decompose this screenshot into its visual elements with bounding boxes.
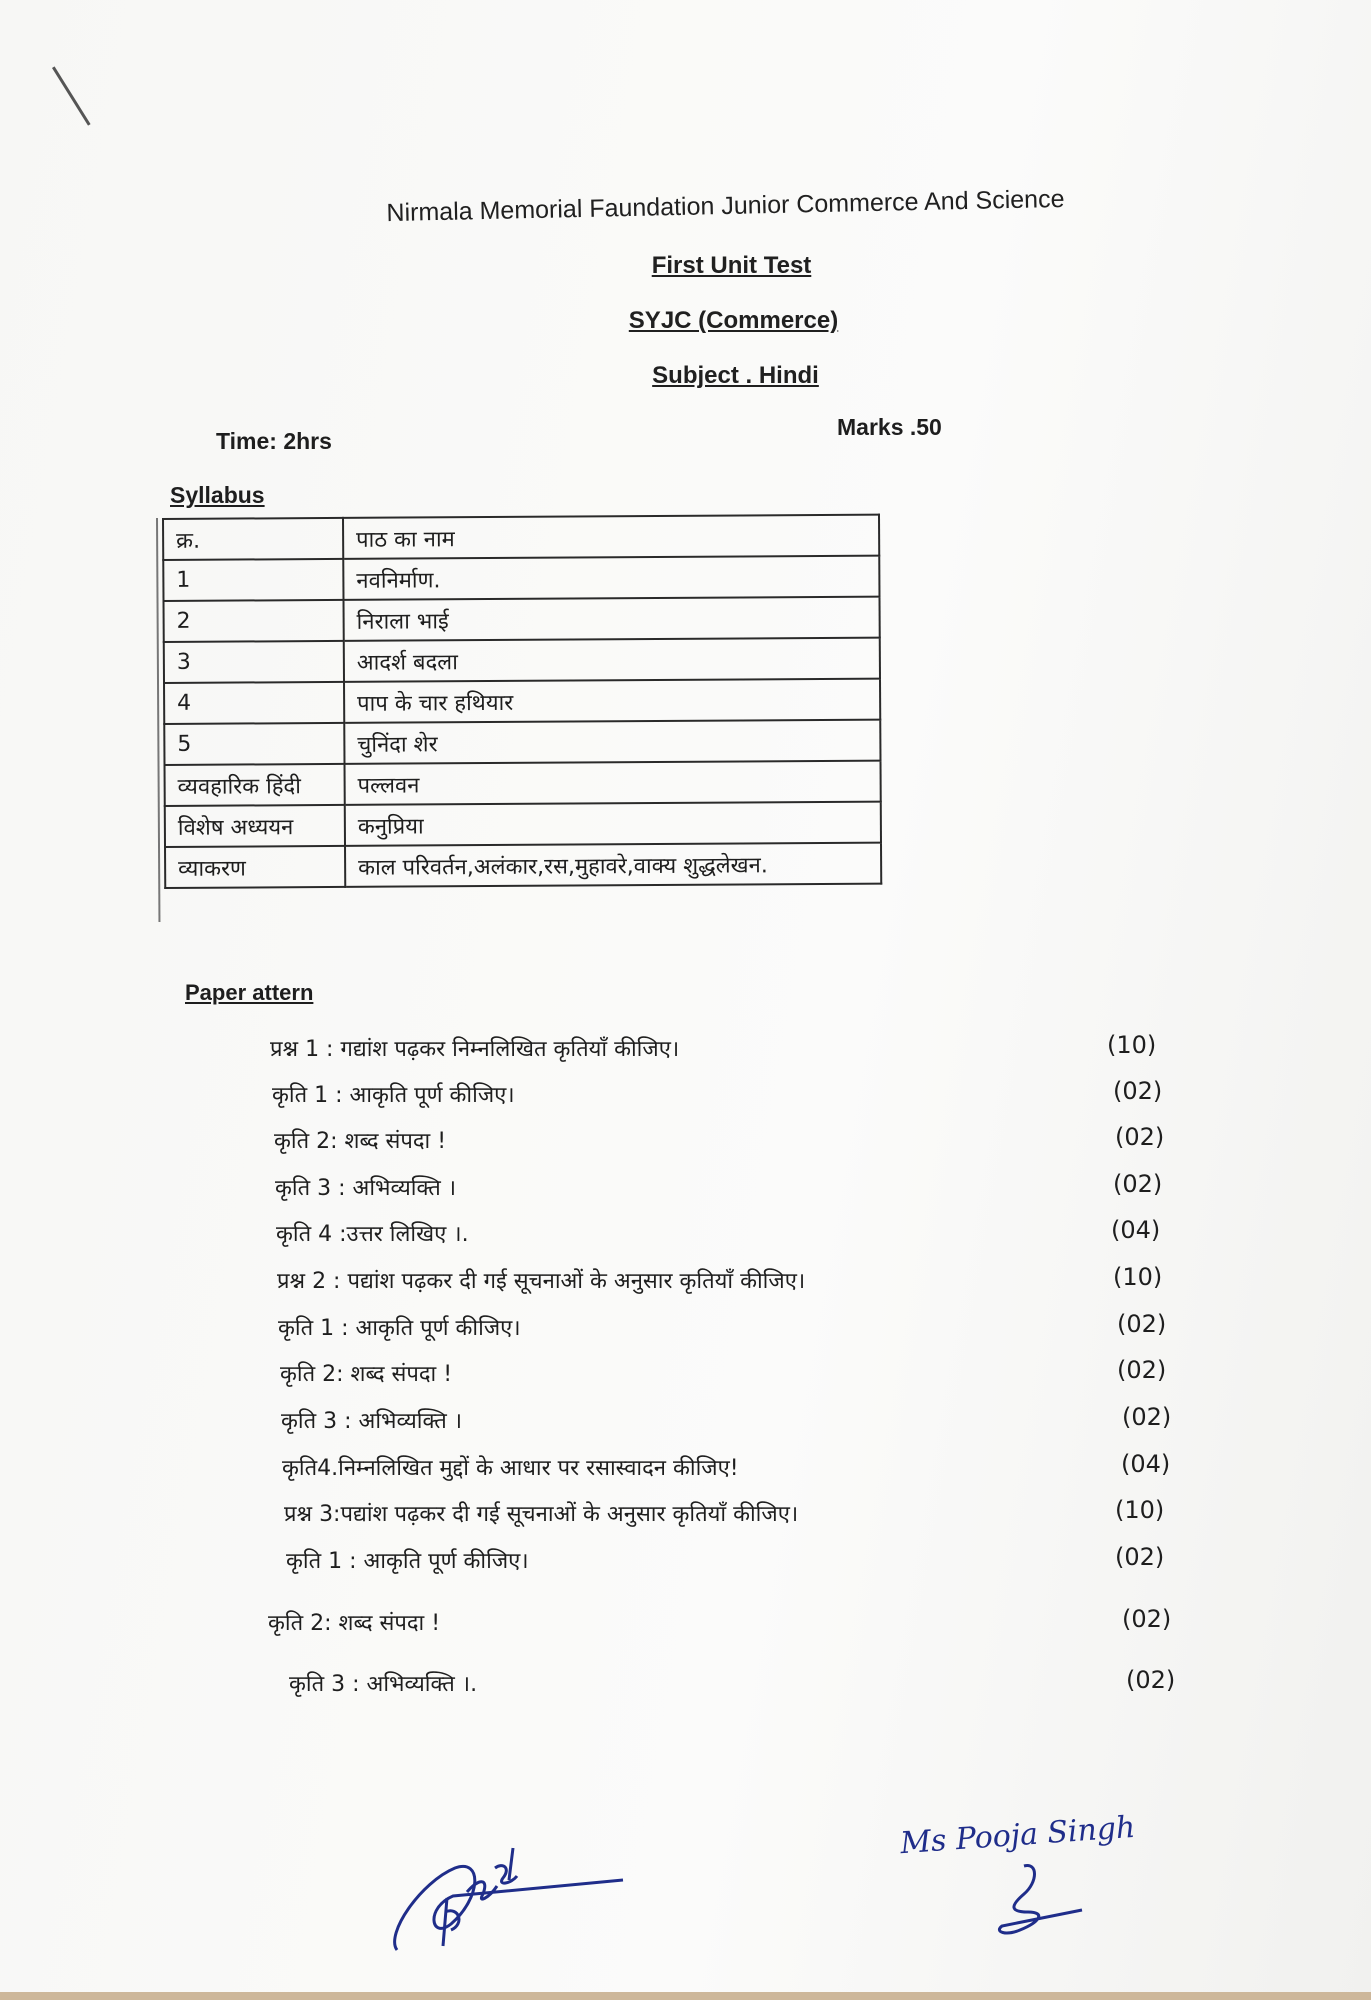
table-row — [165, 761, 881, 806]
pattern-item-marks: (02) — [1122, 1605, 1172, 1633]
table-cell: काल परिवर्तन,अलंकार,रस,मुहावरे,वाक्य शुद्धलेखन. — [345, 843, 881, 887]
table-cell: व्याकरण — [165, 846, 345, 888]
pattern-item-marks: (04) — [1121, 1450, 1171, 1478]
pattern-item-marks: (10) — [1115, 1496, 1165, 1524]
time-label: Time: 2hrs — [216, 428, 332, 454]
table-edge-line — [156, 518, 160, 922]
table-cell: पल्लवन — [345, 761, 881, 805]
pattern-item-text: कृति 2: शब्द संपदा ! — [274, 1129, 447, 1154]
table-cell: कनुप्रिया — [345, 802, 881, 846]
table-row — [163, 556, 879, 601]
syllabus-heading: Syllabus — [170, 482, 265, 508]
pattern-item-text: कृति 1 : आकृति पूर्ण कीजिए। — [272, 1083, 515, 1108]
table-cell: विशेष अध्ययन — [165, 805, 345, 847]
table-cell: क्र. — [163, 518, 343, 560]
pattern-item-marks: (02) — [1117, 1356, 1167, 1384]
pattern-item-marks: (02) — [1117, 1310, 1167, 1338]
pattern-item-marks: (10) — [1107, 1031, 1157, 1059]
table-row — [165, 843, 881, 888]
pattern-item-marks: (02) — [1122, 1403, 1172, 1431]
pattern-item-text: प्रश्न 3:पद्यांश पढ़कर दी गई सूचनाओं के अनुसार कृतियाँ कीजिए। — [284, 1502, 799, 1527]
marks-label: Marks .50 — [837, 414, 942, 440]
pattern-item-marks: (10) — [1113, 1263, 1163, 1291]
pen-mark — [52, 66, 91, 125]
pattern-item-text: कृति 1 : आकृति पूर्ण कीजिए। — [278, 1316, 521, 1341]
pattern-item-text: कृति 3 : अभिव्यक्ति । — [275, 1176, 457, 1201]
pattern-item-marks: (02) — [1113, 1170, 1163, 1198]
pattern-item-marks: (02) — [1115, 1543, 1165, 1571]
table-row — [164, 597, 880, 642]
table-cell: 5 — [164, 723, 344, 765]
paper-pattern-heading: Paper attern — [185, 980, 314, 1005]
table-row — [164, 679, 880, 724]
test-title: First Unit Test — [651, 252, 812, 279]
table-cell: नवनिर्माण. — [343, 556, 879, 600]
table-cell: पाठ का नाम — [343, 515, 879, 559]
table-cell: निराला भाई — [344, 597, 880, 641]
institution-name: Nirmala Memorial Faundation Junior Commerce And Science — [386, 184, 1065, 228]
table-cell: पाप के चार हथियार — [344, 679, 880, 723]
table-cell: 1 — [163, 559, 343, 601]
pattern-item-text: प्रश्न 2 : पद्यांश पढ़कर दी गई सूचनाओं के अनुसार कृतियाँ कीजिए। — [277, 1269, 806, 1294]
syllabus-table — [162, 514, 882, 889]
table-row — [164, 638, 880, 683]
table-row — [165, 802, 881, 847]
pattern-item-marks: (02) — [1113, 1077, 1163, 1105]
table-cell: 3 — [164, 641, 344, 683]
principal-signature — [385, 1838, 645, 1958]
teacher-name-handwritten: Ms Pooja Singh — [899, 1809, 1137, 1862]
pattern-item-text: कृति 2: शब्द संपदा ! — [268, 1611, 441, 1636]
class-title: SYJC (Commerce) — [628, 307, 839, 334]
pattern-item-text: कृति4.निम्नलिखित मुद्दों के आधार पर रसास्वादन कीजिए! — [282, 1456, 739, 1481]
table-row — [164, 720, 880, 765]
table-cell: 2 — [164, 600, 344, 642]
teacher-signature — [980, 1860, 1090, 1940]
table-header-row — [163, 515, 879, 560]
subject-title: Subject . Hindi — [652, 362, 819, 389]
table-cell: व्यवहारिक हिंदी — [165, 764, 345, 806]
pattern-item-text: कृति 1 : आकृति पूर्ण कीजिए। — [286, 1549, 529, 1574]
pattern-item-text: कृति 2: शब्द संपदा ! — [280, 1362, 453, 1387]
pattern-item-text: कृति 4 :उत्तर लिखिए ।. — [276, 1222, 469, 1247]
pattern-item-text: कृति 3 : अभिव्यक्ति ।. — [289, 1672, 478, 1697]
pattern-item-marks: (02) — [1126, 1666, 1176, 1694]
table-cell: 4 — [164, 682, 344, 724]
pattern-item-text: कृति 3 : अभिव्यक्ति । — [281, 1409, 463, 1434]
pattern-item-text: प्रश्न 1 : गद्यांश पढ़कर निम्नलिखित कृतियाँ कीजिए। — [270, 1037, 680, 1062]
pattern-item-marks: (04) — [1111, 1216, 1161, 1244]
table-cell: आदर्श बदला — [344, 638, 880, 682]
pattern-item-marks: (02) — [1115, 1123, 1165, 1151]
table-cell: चुनिंदा शेर — [344, 720, 880, 764]
